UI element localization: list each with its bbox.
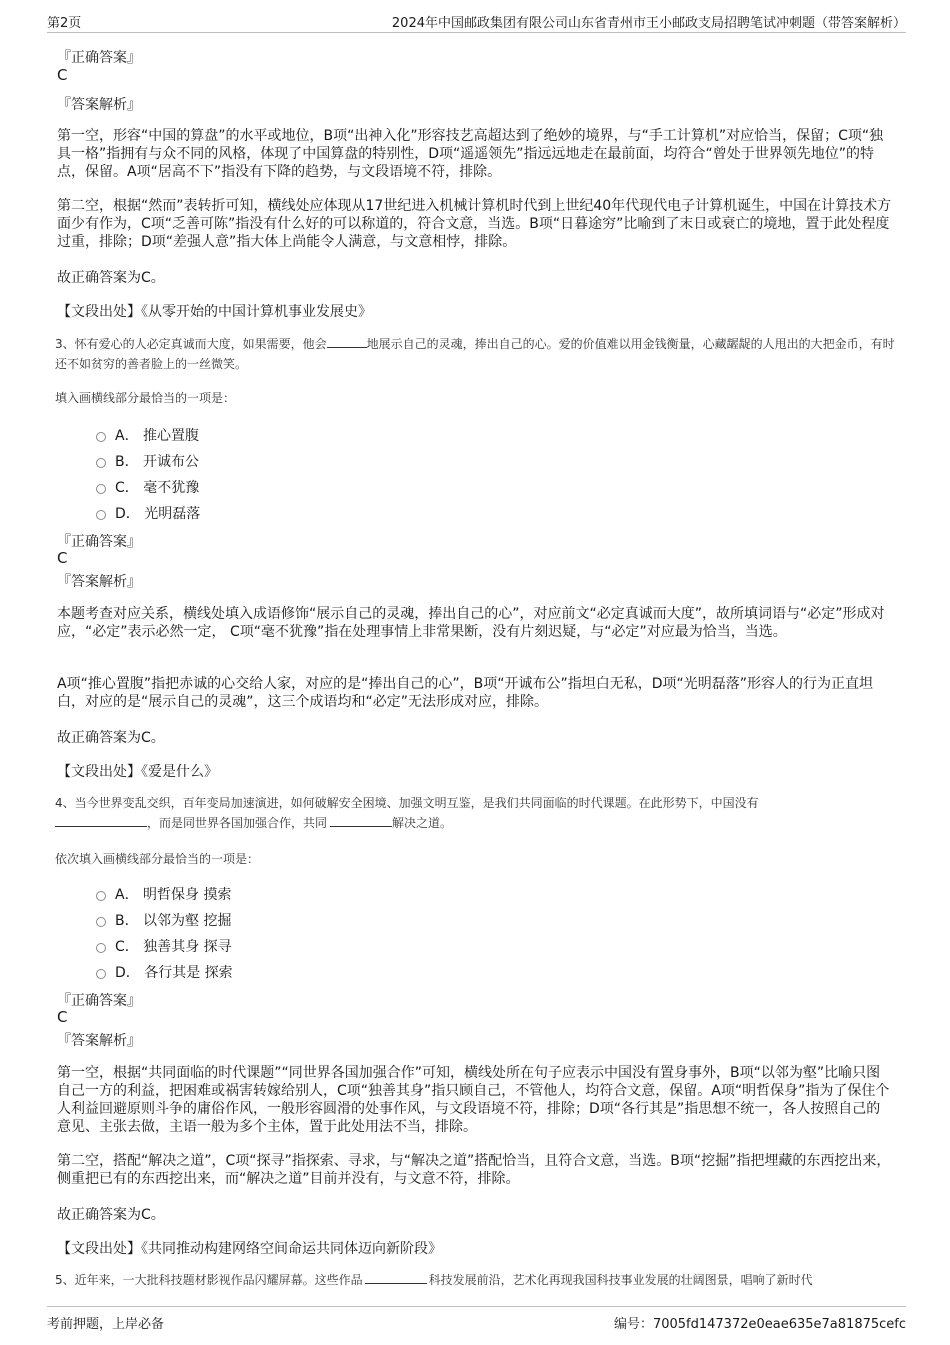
fill-blank <box>327 335 367 348</box>
analysis-paragraph: A项“推心置腹”指把赤诚的心交给人家，对应的是“捧出自己的心”，B项“开诚布公”指坦白无私，D项“光明磊落”形容人的行为正直坦白，对应的是“展示自己的灵魂”，这三个成语均和“必定”无法形成对应，排除。 <box>57 676 873 710</box>
radio-icon[interactable] <box>96 943 106 953</box>
radio-icon[interactable] <box>96 510 106 520</box>
option-c[interactable]: C． 独善其身 探寻 <box>96 936 232 956</box>
conclusion: 故正确答案为C。 <box>57 730 165 746</box>
source-citation: 【文段出处】《爱是什么》 <box>57 764 218 780</box>
option-c[interactable]: C． 毫不犹豫 <box>96 477 199 497</box>
answer-value: C <box>57 1008 68 1026</box>
radio-icon[interactable] <box>96 432 106 442</box>
radio-icon[interactable] <box>96 458 106 468</box>
fill-blank <box>330 814 392 827</box>
question-stem: 4、当今世界变乱交织，百年变局加速演进，如何破解安全困境、加强文明互鉴，是我们共同面临的时代课题。在此形势下，中国没有 ，而是同世界各国加强合作，共同 解决之道。 <box>55 796 759 830</box>
analysis-paragraph: 第二空，根据“然而”表转折可知，横线处应体现从17世纪进入机械计算机时代到上世纪40年代现代电子计算机诞生，中国在计算技术方面少有作为，C项“乏善可陈”指没有什么好的可以称道的，符合文意，当选。B项“日暮途穷”比喻到了末日或衰亡的境地，置于此处程度过重，排除；D项“差强人意”指大体上尚能令人满意，与文意相悖，排除。 <box>57 198 892 250</box>
option-b[interactable]: B． 以邻为壑 挖掘 <box>96 910 232 930</box>
analysis-label: 『答案解析』 <box>57 574 141 590</box>
page-number: 第2页 <box>47 16 82 31</box>
radio-icon[interactable] <box>96 891 106 901</box>
answer-value: C <box>57 66 68 84</box>
radio-icon[interactable] <box>96 917 106 927</box>
fill-blank <box>55 814 147 827</box>
analysis-paragraph: 第二空，搭配“解决之道”，C项“探寻”指探索、寻求，与“解决之道”搭配恰当，且符合文意，当选。B项“挖掘”指把埋藏的东西挖出来，侧重把已有的东西挖出来，而“解决之道”目前并没有，与文意不符，排除。 <box>57 1153 891 1187</box>
radio-icon[interactable] <box>96 969 106 979</box>
source-citation: 【文段出处】《从零开始的中国计算机事业发展史》 <box>57 304 372 320</box>
option-a[interactable]: A． 推心置腹 <box>96 425 199 445</box>
radio-icon[interactable] <box>96 484 106 494</box>
analysis-paragraph: 本题考查对应关系，横线处填入成语修饰“展示自己的灵魂，捧出自己的心”，对应前文“必定真诚而大度”，故所填词语与“必定”形成对应，“必定”表示必然一定， C项“毫不犹豫”指在处理事情上非常果断，没有片刻迟疑，与“必定”对应最为恰当，当选。 <box>57 606 885 640</box>
option-a[interactable]: A． 明哲保身 摸索 <box>96 884 231 904</box>
conclusion: 故正确答案为C。 <box>57 1207 165 1223</box>
option-b[interactable]: B． 开诚布公 <box>96 451 199 471</box>
footer-divider <box>47 1306 906 1307</box>
document-code: 编号：7005fd147372e0eae635e7a81875cefc <box>613 1317 906 1332</box>
analysis-paragraph: 第一空，根据“共同面临的时代课题”“同世界各国加强合作”可知，横线处所在句子应表示中国没有置身事外，B项“以邻为壑”比喻只图自己一方的利益，把困难或祸害转嫁给别人，C项“独善其身”指只顾自己，不管他人，均符合文意，保留。A项“明哲保身”指为了保住个人利益回避原则斗争的庸俗作风，一般形容圆滑的处事作风，与文段语境不符，排除；D项“各行其是”指思想不统一，各人按照自己的意见、主张去做，主语一般为多个主体，置于此处用法不当，排除。 <box>57 1065 890 1135</box>
conclusion: 故正确答案为C。 <box>57 270 165 286</box>
question-stem: 5、近年来，一大批科技题材影视作品闪耀屏幕。这些作品 科技发展前沿，艺术化再现我国科技事业发展的壮阔图景，唱响了新时代 <box>55 1273 813 1287</box>
answer-label: 『正确答案』 <box>57 50 141 66</box>
answer-label: 『正确答案』 <box>57 534 141 550</box>
fill-blank <box>365 1271 427 1284</box>
option-d[interactable]: D． 各行其是 探索 <box>96 962 233 982</box>
document-title: 2024年中国邮政集团有限公司山东省青州市王小邮政支局招聘笔试冲刺题（带答案解析） <box>391 16 906 31</box>
analysis-label: 『答案解析』 <box>57 97 141 113</box>
footer-slogan: 考前押题，上岸必备 <box>47 1317 165 1332</box>
question-prompt: 依次填入画横线部分最恰当的一项是： <box>55 852 260 866</box>
question-stem: 3、怀有爱心的人必定真诚而大度，如果需要，他会 地展示自己的灵魂，捧出自己的心。爱的价值难以用金钱衡量，心藏龌龊的人甩出的大把金币，有时还不如贫穷的善者脸上的一丝微笑。 <box>55 337 895 371</box>
source-citation: 【文段出处】《共同推动构建网络空间命运共同体迈向新阶段》 <box>57 1241 442 1257</box>
answer-label: 『正确答案』 <box>57 993 141 1009</box>
option-d[interactable]: D． 光明磊落 <box>96 503 200 523</box>
header-divider <box>47 32 906 33</box>
analysis-paragraph: 第一空，形容“中国的算盘”的水平或地位，B项“出神入化”形容技艺高超达到了绝妙的境界，与“手工计算机”对应恰当，保留；C项“独具一格”指拥有与众不同的风格，体现了中国算盘的特别性，D项“遥遥领先”指远远地走在最前面，均符合“曾处于世界领先地位”的特点，保留。A项“居高不下”指没有下降的趋势，与文段语境不符，排除。 <box>57 128 884 180</box>
question-prompt: 填入画横线部分最恰当的一项是： <box>55 391 236 405</box>
answer-value: C <box>57 549 68 567</box>
analysis-label: 『答案解析』 <box>57 1033 141 1049</box>
